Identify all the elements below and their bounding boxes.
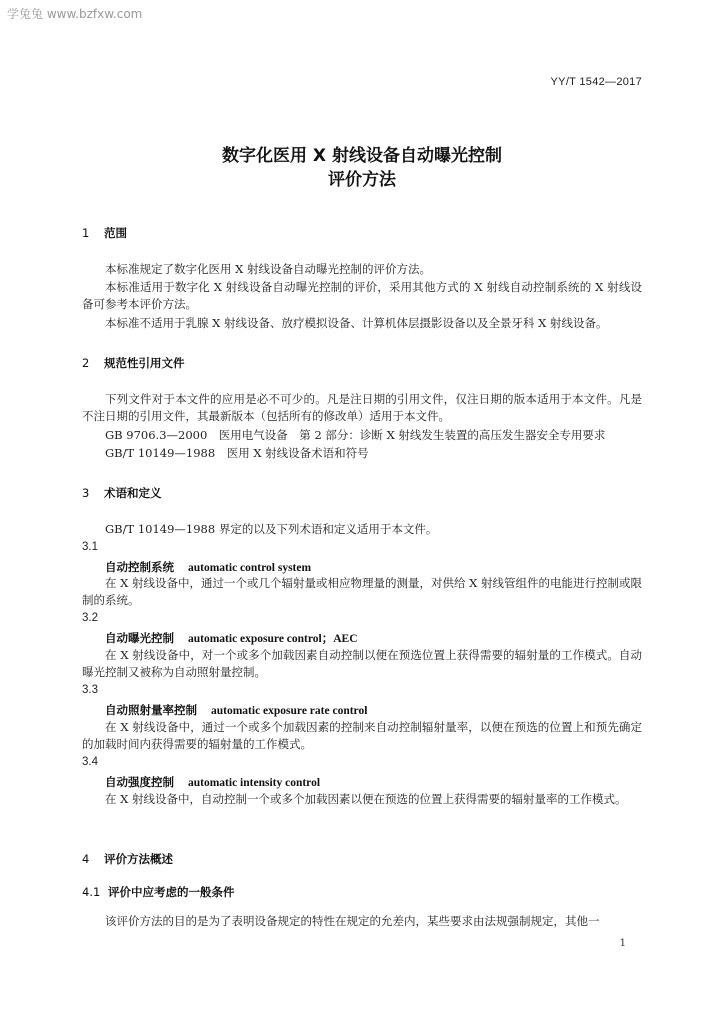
term-number: 3.1 xyxy=(82,541,98,553)
document-title-line2: 评价方法 xyxy=(328,170,396,190)
term-heading xyxy=(105,630,358,646)
standard-code: YY/T 1542—2017 xyxy=(550,76,642,88)
term-definition: 在 X 射线设备中，通过一个或多个加载因素的控制来自动控制辐射量率，以便在预选的位置上和预先确定的加载时间内获得需要的辐射量的工作模式。 xyxy=(82,720,642,751)
term-definition: 在 X 射线设备中，对一个或多个加载因素自动控制以便在预选位置上获得需要的辐射量的工作模式。自动曝光控制又被称为自动照射量控制。 xyxy=(82,648,642,679)
term-english: automatic exposure rate control xyxy=(211,705,368,717)
section-number: 3 xyxy=(82,486,90,500)
section-title: 术语和定义 xyxy=(104,486,162,500)
term-number: 3.4 xyxy=(82,756,98,768)
section-2-intro: 下列文件对于本文件的应用是必不可少的。凡是注日期的引用文件，仅注日期的版本适用于本文件。凡是不注日期的引用文件，其最新版本（包括所有的修改单）适用于本文件。 xyxy=(82,392,642,423)
section-1-heading xyxy=(82,225,127,241)
term-heading xyxy=(105,774,320,790)
term-definition: 在 X 射线设备中，自动控制一个或多个加载因素以便在预选的位置上获得需要的辐射量率的工作模式。 xyxy=(105,792,627,806)
subsection-number: 4.1 xyxy=(82,885,101,899)
section-3-intro: GB/T 10149—1988 界定的以及下列术语和定义适用于本文件。 xyxy=(105,522,438,536)
reference-gb9706: GB 9706.3—2000 医用电气设备 第 2 部分：诊断 X 射线发生装置的高压发生器安全专用要求 xyxy=(105,428,606,442)
term-chinese: 自动曝光控制 xyxy=(105,631,174,645)
term-chinese: 自动强度控制 xyxy=(105,775,174,789)
section-number: 1 xyxy=(82,226,90,240)
term-definition: 在 X 射线设备中，通过一个或几个辐射量或相应物理量的测量，对供给 X 射线管组件的电能进行控制或限制的系统。 xyxy=(82,576,642,607)
section-title: 规范性引用文件 xyxy=(104,356,185,370)
section-number: 2 xyxy=(82,356,90,370)
term-heading xyxy=(105,559,311,575)
section-title: 评价方法概述 xyxy=(104,852,173,866)
term-chinese: 自动照射量率控制 xyxy=(105,703,197,717)
section-4-heading xyxy=(82,851,173,867)
section-1-para-3: 本标准不适用于乳腺 X 射线设备、放疗模拟设备、计算机体层摄影设备以及全景牙科 X 射线设备。 xyxy=(105,316,608,330)
section-number: 4 xyxy=(82,852,90,866)
section-1-para-1: 本标准规定了数字化医用 X 射线设备自动曝光控制的评价方法。 xyxy=(105,262,431,276)
section-2-heading xyxy=(82,355,185,371)
term-number: 3.2 xyxy=(82,612,98,624)
subsection-4-1-heading xyxy=(82,884,235,900)
section-title: 范围 xyxy=(104,226,127,240)
term-heading xyxy=(105,702,367,718)
page-number: 1 xyxy=(619,938,626,949)
reference-gbt10149: GB/T 10149—1988 医用 X 射线设备术语和符号 xyxy=(105,446,369,460)
section-4-text: 该评价方法的目的是为了表明设备规定的特性在规定的允差内，某些要求由法规强制规定，其他一 xyxy=(105,914,600,928)
document-title: 数字化医用 X 射线设备自动曝光控制 xyxy=(222,146,502,166)
term-english: automatic exposure control；AEC xyxy=(188,633,358,645)
term-number: 3.3 xyxy=(82,684,98,696)
term-english: automatic intensity control xyxy=(188,777,321,789)
watermark: 学兔兔 www.bzfxw.com xyxy=(7,7,143,21)
section-1-para-2: 本标准适用于数字化 X 射线设备自动曝光控制的评价，采用其他方式的 X 射线自动控制系统的 X 射线设备可参考本评价方法。 xyxy=(82,280,642,311)
term-english: automatic control system xyxy=(188,562,312,574)
section-3-heading xyxy=(82,485,162,501)
term-chinese: 自动控制系统 xyxy=(105,560,174,574)
subsection-title: 评价中应考虑的一般条件 xyxy=(108,885,235,899)
